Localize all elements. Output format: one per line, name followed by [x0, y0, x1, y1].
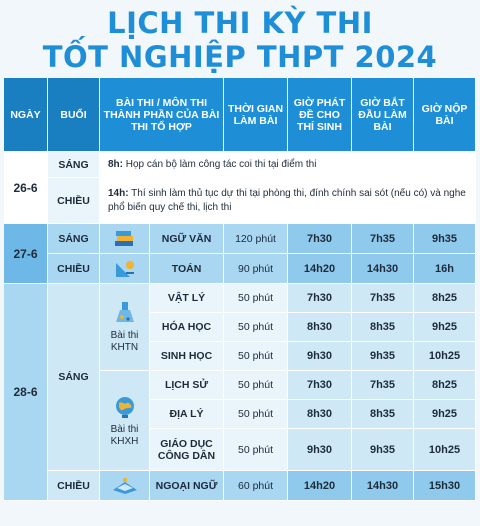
- table-row: [4, 152, 476, 178]
- issue-time-cell: 14h20: [288, 254, 352, 284]
- issue-time-cell: 8h30: [288, 400, 352, 429]
- duration-cell: 50 phút: [224, 429, 288, 471]
- submit-time-cell: 15h30: [414, 471, 476, 501]
- day-cell: 27-6: [4, 224, 48, 284]
- note-time: 8h:: [108, 158, 123, 170]
- table-row: [4, 284, 476, 313]
- subject-icon-cell: [100, 254, 150, 284]
- start-time-cell: 7h35: [352, 284, 414, 313]
- start-time-cell: 9h35: [352, 429, 414, 471]
- books-icon: [112, 229, 138, 249]
- page-title: [0, 6, 480, 74]
- header-start-time: GIỜ BẮT ĐẦU LÀM BÀI: [352, 78, 414, 152]
- title-line-2: TỐT NGHIỆP THPT 2024: [42, 40, 438, 74]
- header-issue-time: GIỜ PHÁT ĐỀ CHO THÍ SINH: [288, 78, 352, 152]
- start-time-cell: 7h35: [352, 371, 414, 400]
- start-time-cell: 9h35: [352, 342, 414, 371]
- note-text: Họp cán bộ làm công tác coi thi tại điểm thi: [123, 158, 317, 170]
- khxh-combo-cell: [100, 371, 150, 471]
- session-cell: SÁNG: [48, 284, 100, 471]
- table-row: [4, 178, 476, 224]
- session-cell: SÁNG: [48, 152, 100, 178]
- duration-cell: 50 phút: [224, 284, 288, 313]
- start-time-cell: 8h35: [352, 313, 414, 342]
- submit-time-cell: 9h25: [414, 400, 476, 429]
- header-session: BUỔI: [48, 78, 100, 152]
- start-time-cell: 14h30: [352, 254, 414, 284]
- submit-time-cell: 16h: [414, 254, 476, 284]
- start-time-cell: 7h35: [352, 224, 414, 254]
- science-icon: [112, 300, 138, 326]
- khxh-label: Bài thi KHXH: [110, 423, 139, 447]
- issue-time-cell: 7h30: [288, 284, 352, 313]
- subject-icon-cell: [100, 224, 150, 254]
- note-text: Thí sinh làm thủ tục dự thi tại phòng thi, đính chính sai sót (nếu có) và nghe phổ biến quy chế thi, lịch thi: [108, 187, 466, 213]
- khtn-label: Bài thi KHTN: [110, 330, 139, 353]
- subject-cell: GIÁO DỤC CÔNG DÂN: [150, 429, 224, 471]
- submit-time-cell: 10h25: [414, 429, 476, 471]
- header-day: NGÀY: [4, 78, 48, 152]
- submit-time-cell: 8h25: [414, 371, 476, 400]
- language-icon: [111, 476, 139, 496]
- duration-cell: 50 phút: [224, 313, 288, 342]
- issue-time-cell: 14h20: [288, 471, 352, 501]
- header-row: [4, 78, 476, 152]
- duration-cell: 50 phút: [224, 342, 288, 371]
- duration-cell: 60 phút: [224, 471, 288, 501]
- subject-cell: TOÁN: [150, 254, 224, 284]
- table-row: [4, 224, 476, 254]
- title-line-1: LỊCH THI KỲ THI: [107, 6, 373, 40]
- header-subject: BÀI THI / MÔN THI THÀNH PHẦN CỦA BÀI THI TỔ HỢP: [100, 78, 224, 152]
- day-cell: 26-6: [4, 152, 48, 224]
- duration-cell: 50 phút: [224, 400, 288, 429]
- session-cell: CHIỀU: [48, 471, 100, 501]
- math-tools-icon: [112, 259, 138, 279]
- table-row: [4, 254, 476, 284]
- session-cell: SÁNG: [48, 224, 100, 254]
- header-duration: THỜI GIAN LÀM BÀI: [224, 78, 288, 152]
- header-submit-time: GIỜ NỘP BÀI: [414, 78, 476, 152]
- day-cell: 28-6: [4, 284, 48, 501]
- note-cell: [100, 152, 476, 178]
- start-time-cell: 8h35: [352, 400, 414, 429]
- issue-time-cell: 8h30: [288, 313, 352, 342]
- exam-schedule-table: [4, 78, 476, 501]
- session-cell: CHIỀU: [48, 254, 100, 284]
- subject-cell: VẬT LÝ: [150, 284, 224, 313]
- session-cell: CHIỀU: [48, 178, 100, 224]
- subject-cell: NGỮ VĂN: [150, 224, 224, 254]
- issue-time-cell: 9h30: [288, 429, 352, 471]
- table-row: [4, 471, 476, 501]
- globe-icon: [112, 394, 138, 420]
- subject-icon-cell: [100, 471, 150, 501]
- subject-cell: NGOẠI NGỮ: [150, 471, 224, 501]
- note-time: 14h:: [108, 187, 129, 199]
- note-cell: [100, 178, 476, 224]
- issue-time-cell: 9h30: [288, 342, 352, 371]
- submit-time-cell: 8h25: [414, 284, 476, 313]
- khtn-combo-cell: [100, 284, 150, 371]
- submit-time-cell: 9h35: [414, 224, 476, 254]
- submit-time-cell: 10h25: [414, 342, 476, 371]
- duration-cell: 90 phút: [224, 254, 288, 284]
- submit-time-cell: 9h25: [414, 313, 476, 342]
- subject-cell: SINH HỌC: [150, 342, 224, 371]
- issue-time-cell: 7h30: [288, 371, 352, 400]
- duration-cell: 50 phút: [224, 371, 288, 400]
- start-time-cell: 14h30: [352, 471, 414, 501]
- subject-cell: HÓA HỌC: [150, 313, 224, 342]
- subject-cell: ĐỊA LÝ: [150, 400, 224, 429]
- issue-time-cell: 7h30: [288, 224, 352, 254]
- subject-cell: LỊCH SỬ: [150, 371, 224, 400]
- duration-cell: 120 phút: [224, 224, 288, 254]
